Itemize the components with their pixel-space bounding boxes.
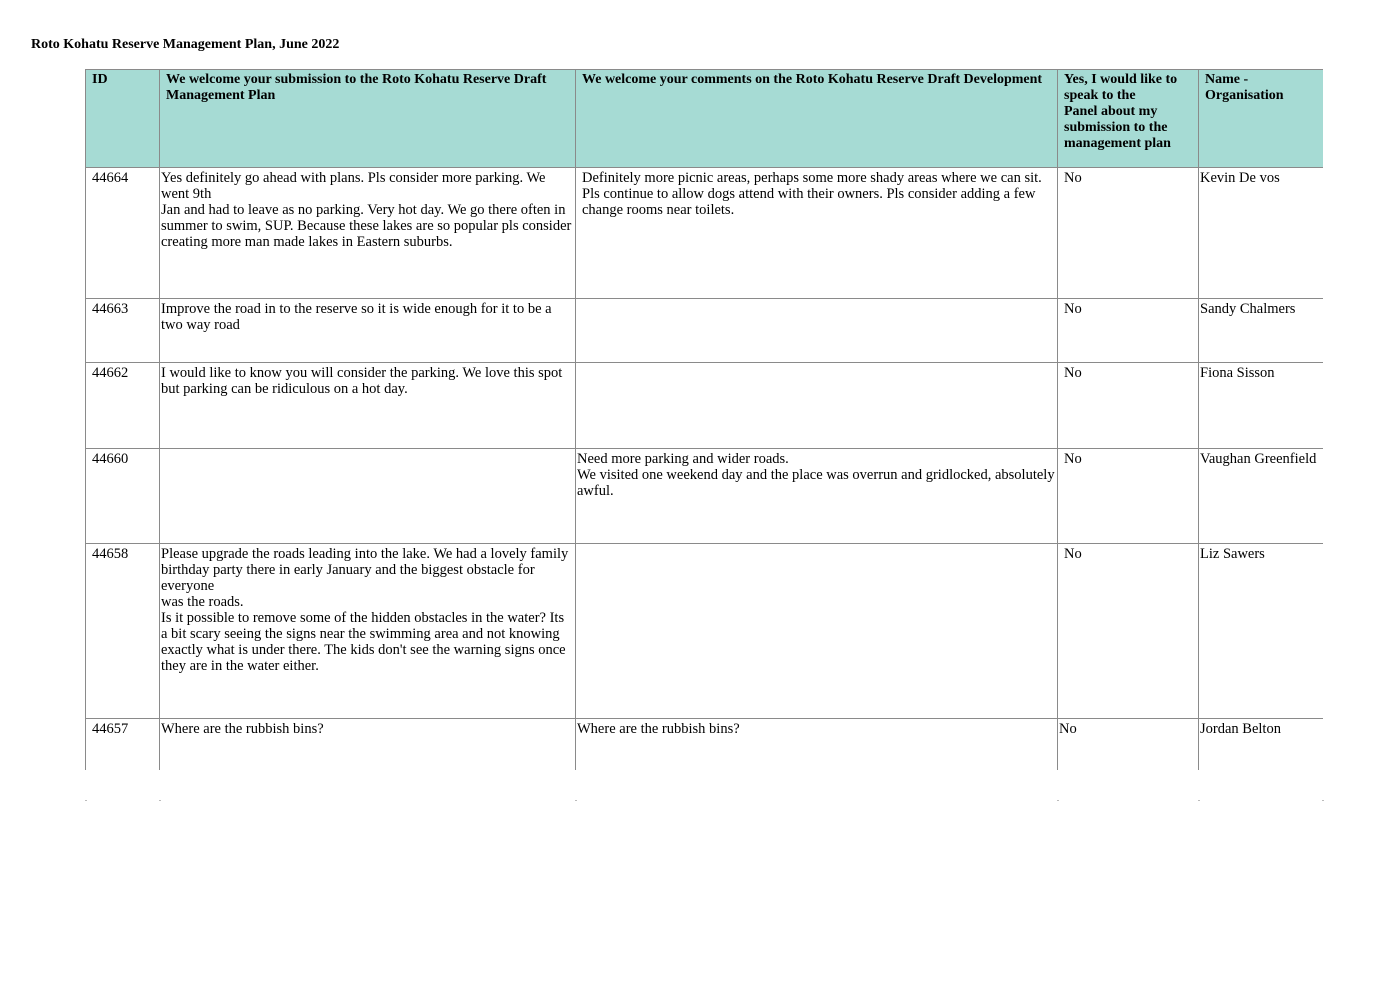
cell-submission: Yes definitely go ahead with plans. Pls consider more parking. We went 9th Jan and had to leave as no parking. Very hot day. We go there often in summer to swim, SUP. Because these lakes are so popular pls consider creating more man made lakes in Eastern suburbs. bbox=[160, 168, 576, 299]
cell-name: Jordan Belton bbox=[1199, 719, 1324, 771]
column-marker bbox=[159, 800, 161, 801]
submissions-table-container bbox=[85, 69, 1323, 770]
column-marker bbox=[85, 800, 87, 801]
cell-id: 44664 bbox=[86, 168, 160, 299]
cell-name: Liz Sawers bbox=[1199, 544, 1324, 719]
cell-submission bbox=[160, 449, 576, 544]
column-marker bbox=[1057, 800, 1059, 801]
cell-speak: No bbox=[1058, 449, 1199, 544]
cell-submission: I would like to know you will consider the parking. We love this spot but parking can be ridiculous on a hot day. bbox=[160, 363, 576, 449]
table-row bbox=[86, 299, 1324, 363]
cell-name: Vaughan Greenfield bbox=[1199, 449, 1324, 544]
cell-name: Fiona Sisson bbox=[1199, 363, 1324, 449]
header-name: Name - Organisation bbox=[1199, 70, 1324, 168]
cell-submission: Where are the rubbish bins? bbox=[160, 719, 576, 771]
cell-submission: Improve the road in to the reserve so it is wide enough for it to be a two way road bbox=[160, 299, 576, 363]
cell-id: 44662 bbox=[86, 363, 160, 449]
cell-speak: No bbox=[1058, 168, 1199, 299]
table-row bbox=[86, 449, 1324, 544]
table-header-row bbox=[86, 70, 1324, 168]
cell-comments bbox=[576, 544, 1058, 719]
document-title: Roto Kohatu Reserve Management Plan, June 2022 bbox=[31, 37, 340, 52]
cell-speak: No bbox=[1058, 719, 1199, 771]
header-speak: Yes, I would like to speak to the Panel about my submission to the management plan bbox=[1058, 70, 1199, 168]
cell-id: 44663 bbox=[86, 299, 160, 363]
cell-comments bbox=[576, 363, 1058, 449]
cell-id: 44658 bbox=[86, 544, 160, 719]
header-id: ID bbox=[86, 70, 160, 168]
table-row bbox=[86, 168, 1324, 299]
cell-comments: Definitely more picnic areas, perhaps some more shady areas where we can sit. Pls continue to allow dogs attend with their owners. Pls consider adding a few change rooms near toilets. bbox=[576, 168, 1058, 299]
cell-speak: No bbox=[1058, 299, 1199, 363]
header-submission: We welcome your submission to the Roto Kohatu Reserve Draft Management Plan bbox=[160, 70, 576, 168]
cell-comments: Where are the rubbish bins? bbox=[576, 719, 1058, 771]
column-marker bbox=[1322, 800, 1324, 801]
cell-speak: No bbox=[1058, 363, 1199, 449]
cell-comments: Need more parking and wider roads. We visited one weekend day and the place was overrun and gridlocked, absolutely awful. bbox=[576, 449, 1058, 544]
cell-id: 44657 bbox=[86, 719, 160, 771]
table-row bbox=[86, 544, 1324, 719]
column-marker bbox=[575, 800, 577, 801]
table-row bbox=[86, 719, 1324, 771]
submissions-table bbox=[85, 69, 1323, 770]
column-marker bbox=[1198, 800, 1200, 801]
cell-name: Kevin De vos bbox=[1199, 168, 1324, 299]
cell-name: Sandy Chalmers bbox=[1199, 299, 1324, 363]
table-row bbox=[86, 363, 1324, 449]
cell-submission: Please upgrade the roads leading into the lake. We had a lovely family birthday party there in early January and the biggest obstacle for everyone was the roads. Is it possible to remove some of the hidden obstacles in the water? Its a bit scary seeing the signs near the swimming area and not knowing exactly what is under there. The kids don't see the warning signs once they are in the water either. bbox=[160, 544, 576, 719]
cell-speak: No bbox=[1058, 544, 1199, 719]
cell-comments bbox=[576, 299, 1058, 363]
header-comments: We welcome your comments on the Roto Kohatu Reserve Draft Development bbox=[576, 70, 1058, 168]
cell-id: 44660 bbox=[86, 449, 160, 544]
